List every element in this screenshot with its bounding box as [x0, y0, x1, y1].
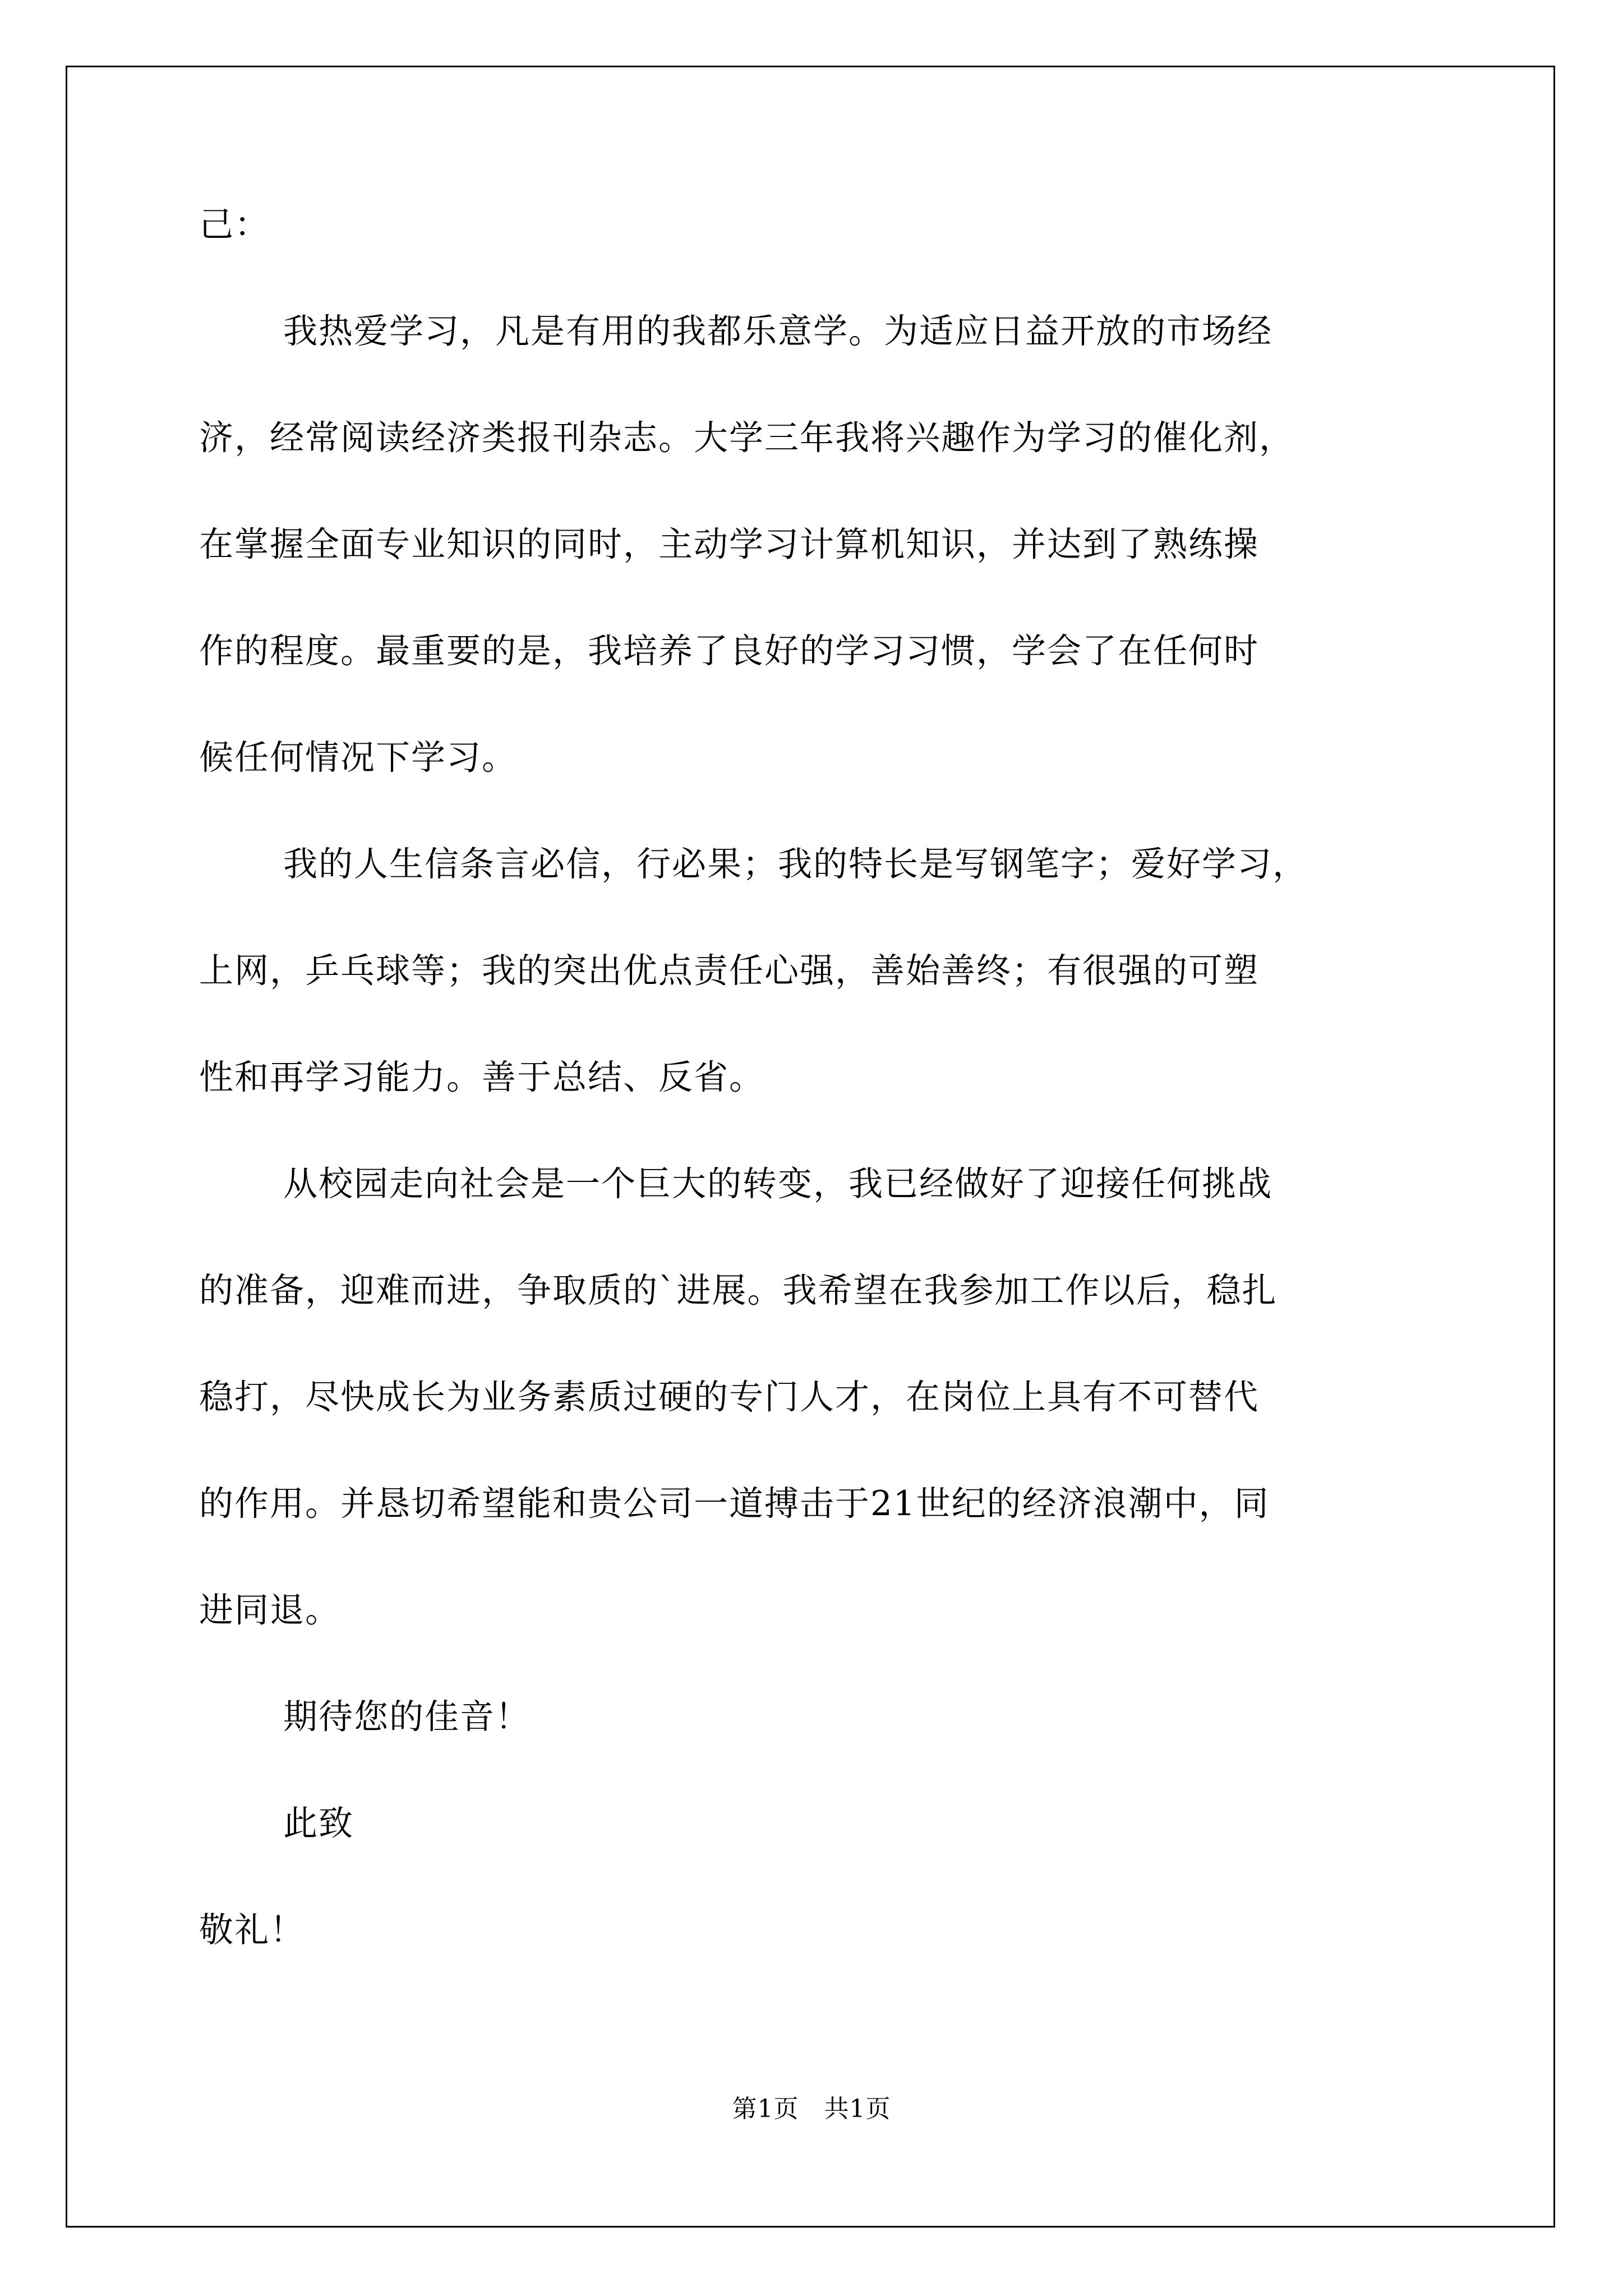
paragraph-3-line-3: 稳打，尽快成长为业务素质过硬的专门人才，在岗位上具有不可替代	[199, 1377, 1260, 1417]
paragraph-3-line-4: 的作用。并恳切希望能和贵公司一道搏击于21世纪的经济浪潮中，同	[199, 1484, 1270, 1524]
paragraph-3-line-1: 从校园走向社会是一个巨大的转变，我已经做好了迎接任何挑战	[283, 1164, 1273, 1204]
closing-cizhi: 此致	[283, 1803, 354, 1843]
paragraph-1-line-4: 作的程度。最重要的是，我培养了良好的学习习惯，学会了在任何时	[199, 631, 1260, 671]
closing-expectation: 期待您的佳音！	[283, 1697, 531, 1737]
paragraph-2-line-2: 上网，乒乓球等；我的突出优点责任心强，善始善终；有很强的可塑	[199, 951, 1260, 991]
paragraph-2-line-1: 我的人生信条言必信，行必果；我的特长是写钢笔字；爱好学习，	[283, 844, 1308, 884]
paragraph-1-line-2: 济，经常阅读经济类报刊杂志。大学三年我将兴趣作为学习的催化剂，	[199, 418, 1295, 458]
paragraph-1-line-1: 我热爱学习，凡是有用的我都乐意学。为适应日益开放的市场经	[283, 311, 1273, 351]
paragraph-2-line-3: 性和再学习能力。善于总结、反省。	[199, 1057, 765, 1097]
paragraph-3-line-5: 进同退。	[199, 1590, 341, 1630]
page-border	[66, 66, 1555, 2228]
paragraph-1-line-3: 在掌握全面专业知识的同时，主动学习计算机知识，并达到了熟练操	[199, 524, 1260, 564]
closing-jingli: 敬礼！	[199, 1910, 306, 1950]
text-line-salutation-end: 己：	[199, 205, 270, 245]
paragraph-3-line-2: 的准备，迎难而进，争取质的`进展。我希望在我参加工作以后，稳扎	[199, 1271, 1278, 1310]
paragraph-1-line-5: 候任何情况下学习。	[199, 738, 518, 777]
page-number-footer: 第1页 共1页	[732, 2095, 891, 2123]
